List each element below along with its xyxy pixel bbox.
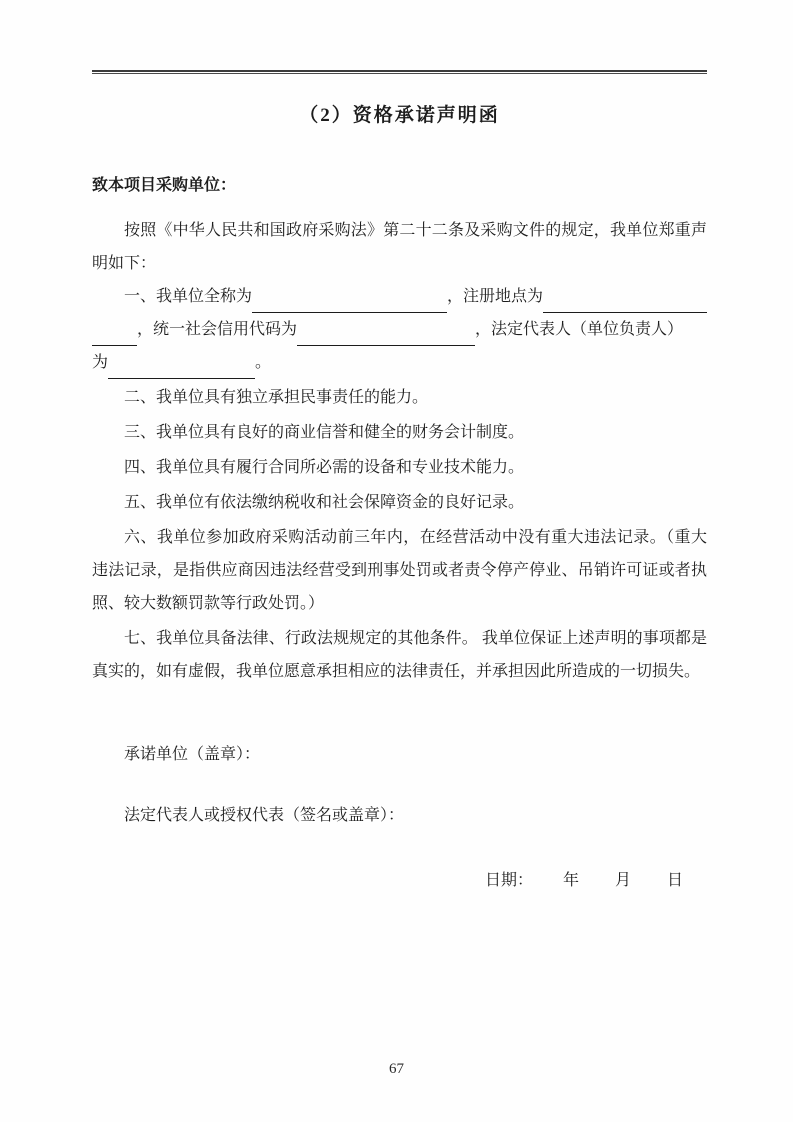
signature-unit-line: 承诺单位（盖章）： [124,746,261,763]
header-double-rule [92,70,707,74]
date-line [92,864,707,897]
clause-1-line-3 [92,346,707,379]
clause-6: 六、我单位参加政府采购活动前三年内，在经营活动中没有重大违法记录。（重大违法记录，是指供应商因违法经营受到刑事处罚或者责令停产停业、吊销许可证或者执照、较大数额罚款等行政处罚。） [92,529,707,612]
clause-7: 七、我单位具备法律、行政法规规定的其他条件。 我单位保证上述声明的事项都是真实的，如有虚假，我单位愿意承担相应的法律责任，并承担因此所造成的一切损失。 [92,630,707,680]
clause-5: 五、我单位有依法缴纳税收和社会保障资金的良好记录。 [124,494,525,511]
clause-1-full-name-label: 一、我单位全称为 [124,288,253,305]
reg-addr-blank-underline [543,293,707,313]
credit-code-blank-underline [297,326,475,346]
clause-1-period: 。 [255,354,272,371]
clause-1-wei-label: 为 [92,354,109,371]
clause-1-line-2 [92,313,707,346]
full-name-blank-underline [252,293,447,313]
clause-1-reg-addr-label: ，注册地点为 [447,288,544,305]
date-label: 日期： [485,872,534,889]
clause-1-legal-rep-label: ，法定代表人（单位负责人） [475,321,684,338]
page-title: （2）资格承诺声明函 [299,105,500,126]
date-month-label: 月 [615,872,632,889]
legal-rep-blank-underline [108,359,255,379]
page-number: 67 [389,1061,404,1077]
clause-4: 四、我单位具有履行合同所必需的设备和专业技术能力。 [124,459,525,476]
clause-2: 二、我单位具有独立承担民事责任的能力。 [124,389,429,406]
date-year-label: 年 [563,872,580,889]
page-content [92,0,707,897]
date-day-label: 日 [667,872,684,889]
salutation-line: 致本项目采购单位： [92,177,237,194]
signature-rep-line: 法定代表人或授权代表（签名或盖章）： [124,807,405,824]
clause-3: 三、我单位具有良好的商业信誉和健全的财务会计制度。 [124,424,525,441]
intro-paragraph: 按照《中华人民共和国政府采购法》第二十二条及采购文件的规定，我单位郑重声明如下： [92,222,707,272]
clause-1-credit-code-label: ，统一社会信用代码为 [137,321,298,338]
reg-addr-blank-continuation [92,326,137,346]
clause-1-line-1 [92,280,707,313]
